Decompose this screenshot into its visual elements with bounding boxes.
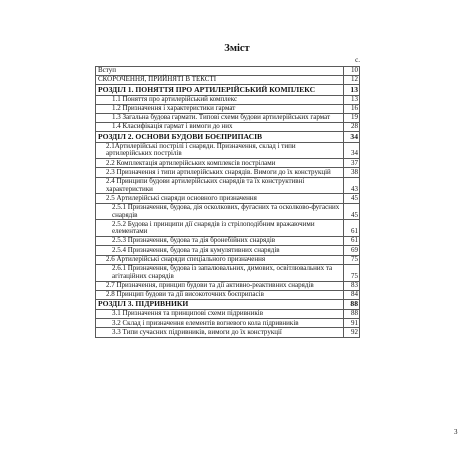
toc-row — [96, 104, 360, 113]
toc-entry-title: РОЗДІЛ 3. ПІДРИВНИКИ — [96, 299, 344, 309]
toc-row — [96, 203, 360, 220]
toc-entry-title: 2.5 Артилерійські снаряди основного призначення — [96, 194, 344, 203]
toc-row — [96, 159, 360, 168]
toc-entry-title: 2.4 Принципи будови артилерійських снарядів та їх конструктивні характеристики — [96, 177, 344, 194]
toc-entry-page: 61 — [344, 220, 360, 237]
toc-entry-page: 16 — [344, 104, 360, 113]
toc-entry-page: 75 — [344, 264, 360, 281]
toc-entry-title: РОЗДІЛ 1. ПОНЯТТЯ ПРО АРТИЛЕРІЙСЬКИЙ КОМПЛЕКС — [96, 85, 344, 95]
toc-row — [96, 177, 360, 194]
toc-section-row — [96, 132, 360, 142]
toc-entry-page: 84 — [344, 290, 360, 299]
toc-entry-page: 19 — [344, 113, 360, 122]
toc-row — [96, 95, 360, 104]
toc-entry-title: 1.4 Класифікація гармат і вимоги до них — [96, 123, 344, 132]
toc-entry-title: 3.2 Склад і призначення елементів вогневого кола підривників — [96, 319, 344, 328]
toc-row — [96, 67, 360, 76]
toc-entry-page: 88 — [344, 299, 360, 309]
toc-entry-title: 1.3 Загальна будова гармати. Типові схеми будови артилерійських гармат — [96, 113, 344, 122]
toc-entry-page: 43 — [344, 177, 360, 194]
toc-entry-title: 1.1 Поняття про артилерійський комплекс — [96, 95, 344, 104]
toc-entry-title: 2.5.1 Призначення, будова, дія осколкових, фугасних та осколково-фугасних снарядів — [96, 203, 344, 220]
toc-entry-title: 2.6 Артилерійські снаряди спеціального призначення — [96, 255, 344, 264]
toc-entry-page: 69 — [344, 246, 360, 255]
toc-entry-page: 37 — [344, 159, 360, 168]
toc-row — [96, 142, 360, 159]
toc-entry-page: 88 — [344, 310, 360, 319]
toc-entry-page: 13 — [344, 85, 360, 95]
toc-table — [95, 66, 360, 338]
toc-entry-title: 1.2 Призначення і характеристики гармат — [96, 104, 344, 113]
toc-row — [96, 264, 360, 281]
toc-row — [96, 220, 360, 237]
toc-entry-page: 10 — [344, 67, 360, 76]
toc-entry-page: 83 — [344, 281, 360, 290]
toc-entry-page: 13 — [344, 95, 360, 104]
toc-section-row — [96, 299, 360, 309]
toc-row — [96, 290, 360, 299]
toc-row — [96, 76, 360, 85]
toc-entry-title: Вступ — [96, 67, 344, 76]
toc-entry-title: 2.2 Комплектація артилерійських комплексів пострілами — [96, 159, 344, 168]
toc-entry-title: 2.6.1 Призначення, будова із запалювальних, димових, освітлювальних та агітаційних снарядів — [96, 264, 344, 281]
toc-entry-title: 3.3 Типи сучасних підривників, вимоги до їх конструкції — [96, 328, 344, 337]
toc-row — [96, 168, 360, 177]
toc-entry-title: 2.3 Призначення і типи артилерійських снарядів. Вимоги до їх конструкцій — [96, 168, 344, 177]
toc-section-row — [96, 85, 360, 95]
toc-row — [96, 281, 360, 290]
page-title: Зміст — [224, 43, 250, 54]
toc-row — [96, 255, 360, 264]
page-column-label: с. — [355, 56, 360, 64]
toc-entry-title: 2.8 Принцип будови та дії високоточних боєприпасів — [96, 290, 344, 299]
toc-row — [96, 113, 360, 122]
toc-entry-title: 3.1 Призначення та принципові схеми підривників — [96, 310, 344, 319]
toc-row — [96, 246, 360, 255]
toc-entry-title: 2.5.4 Призначення, будова та дія кумулятивних снарядів — [96, 246, 344, 255]
toc-entry-page: 45 — [344, 203, 360, 220]
toc-entry-title: 2.5.3 Призначення, будова та дія бронебійних снарядів — [96, 237, 344, 246]
toc-entry-title: СКОРОЧЕННЯ, ПРИЙНЯТІ В ТЕКСТІ — [96, 76, 344, 85]
toc-entry-title: 2.1Артилерійські пострілі і снаряди. Призначення, склад і типи артилерійських пострілів — [96, 142, 344, 159]
toc-body — [96, 67, 360, 338]
toc-entry-page: 34 — [344, 142, 360, 159]
toc-entry-page: 28 — [344, 123, 360, 132]
toc-row — [96, 237, 360, 246]
toc-entry-page: 12 — [344, 76, 360, 85]
page-number: 3 — [454, 428, 458, 436]
toc-entry-page: 75 — [344, 255, 360, 264]
toc-row — [96, 310, 360, 319]
toc-row — [96, 194, 360, 203]
toc-entry-title: 2.5.2 Будова і принципи дії снарядів із стрілоподібним вражаючими елементами — [96, 220, 344, 237]
toc-entry-page: 45 — [344, 194, 360, 203]
toc-row — [96, 319, 360, 328]
toc-row — [96, 328, 360, 337]
toc-entry-page: 61 — [344, 237, 360, 246]
toc-entry-title: РОЗДІЛ 2. ОСНОВИ БУДОВИ БОЄПРИПАСІВ — [96, 132, 344, 142]
toc-entry-page: 34 — [344, 132, 360, 142]
toc-entry-title: 2.7 Призначення, принцип будови та дії активно-реактивних снарядів — [96, 281, 344, 290]
toc-row — [96, 123, 360, 132]
toc-entry-page: 92 — [344, 328, 360, 337]
toc-entry-page: 38 — [344, 168, 360, 177]
toc-entry-page: 91 — [344, 319, 360, 328]
